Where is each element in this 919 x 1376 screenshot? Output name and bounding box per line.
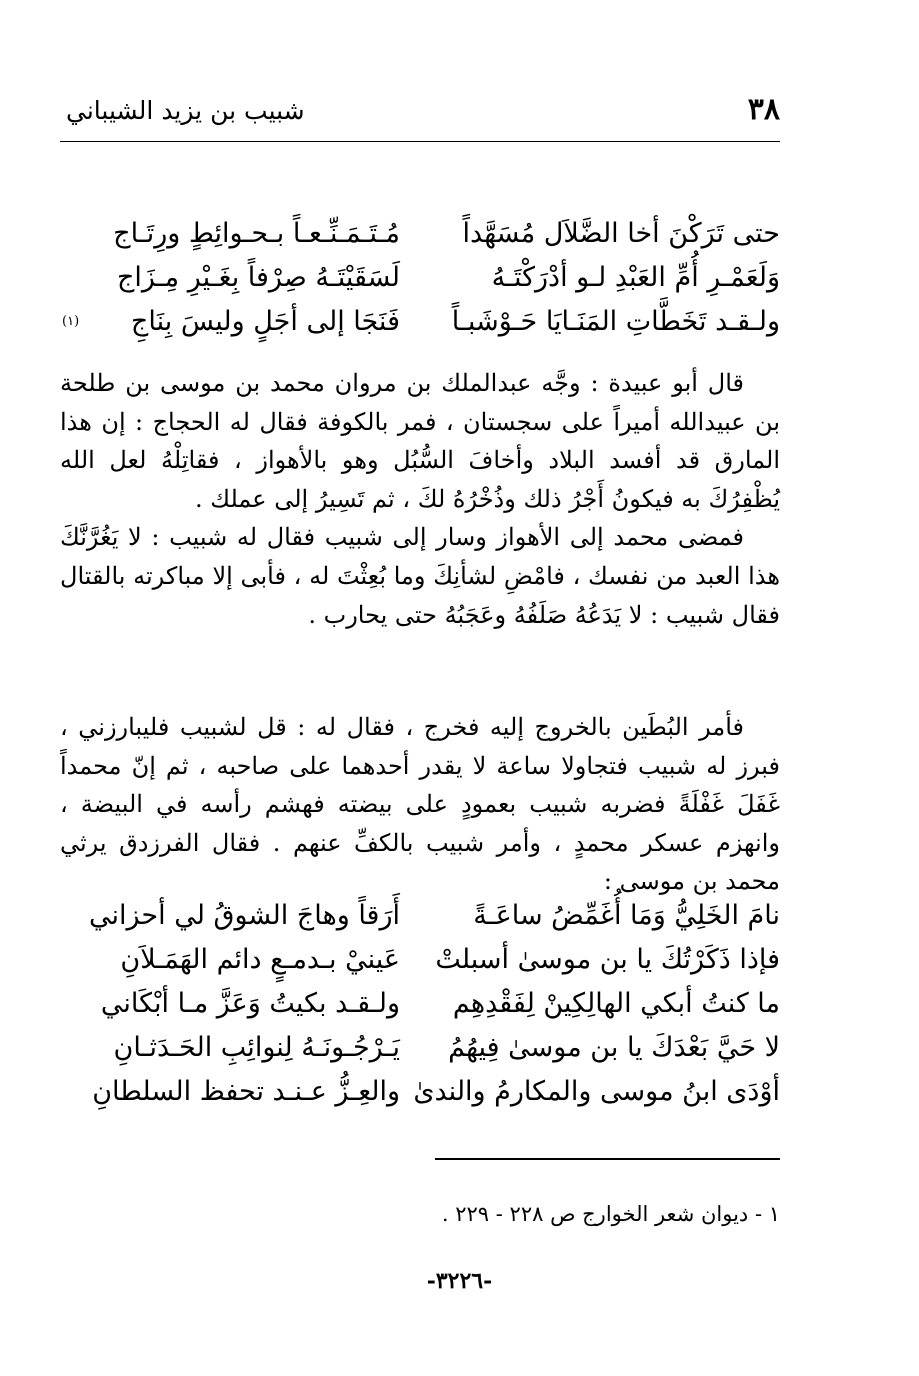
verse-second-hemistich: لَسَقَيْتَـهُ صِرْفاً بِغَـيْرِ مِـزَاج (116, 262, 400, 293)
running-title: شبيب بن يزيد الشيباني (66, 96, 305, 125)
verse-first-hemistich: ولـقـد تَخَطَّاتِ المَنَـايَا حَـوْشَبـاً (451, 306, 780, 337)
paragraph: فأمر البُطَين بالخروج إليه فخرج ، فقال له : قل لشبيب فليبارزني ، فبرز له شبيب فتجاولا ساعة لا يقدر أحدهما على صاحبه ، ثم إنّ محمداً غَفَلَ غَفْلَةً فضربه شبيب بعمودٍ على بيضته فهشم رأسه في البيضة ، وانهزم عسكر محمدٍ ، وأمر شبيب بالكفِّ عنهم . فقال الفرزدق يرثي محمد بن موسى : (60, 713, 780, 896)
verse-second-hemistich: عَينيْ بـدمـعٍ دائم الهَمَـلاَنِ (120, 944, 400, 975)
footnote: ١ - ديوان شعر الخوارج ص ٢٢٨ - ٢٢٩ . (441, 1202, 780, 1226)
verse-first-hemistich: وَلَعَمْـرِ أُمِّ العَبْدِ لـو أدْرَكْتَـهُ (491, 262, 780, 293)
verse-second-hemistich: يَـرْجُـونَـهُ لِنوائِبِ الحَـدَثـانِ (113, 1032, 400, 1063)
verse-first-hemistich: أوْدَى ابنُ موسى والمكارمُ والندىٰ (413, 1076, 780, 1107)
prose-block-2 (60, 708, 780, 901)
verse-line (60, 982, 780, 1026)
verse-second-hemistich: أَرَقاً وهاجَ الشوقُ لي أحزاني (89, 900, 400, 931)
verse-line (60, 300, 780, 344)
verse-second-hemistich (60, 300, 400, 344)
verse-second-hemistich: ولـقـد بكيتُ وَعَزَّ مـا أبْكَاني (100, 988, 400, 1019)
verse-line (60, 212, 780, 256)
footnote-marker: (١) (62, 314, 80, 329)
verse-line (60, 1070, 780, 1114)
verse-first-hemistich: حتى تَرَكْنَ أخا الضَّلاَل مُسَهَّداً (462, 218, 780, 249)
paragraph: قال أبو عبيدة : وجَّه عبدالملك بن مروان محمد بن موسى بن طلحة بن عبيدالله أميراً على سجستان ، فمر بالكوفة فقال له الحجاج : إن هذا المارق قد أفسد البلاد وأخافَ السُّبُل وهو بالأهواز ، فقاتِلْهُ لعل الله يُظْفِرُكَ به فيكونُ أَجْرُ ذلك وذُخْرُهُ لكَ ، ثم تَسِيرُ إلى عملك . (60, 369, 780, 513)
verse-first-hemistich: لا حَيَّ بَعْدَكَ يا بن موسىٰ فِيهُمُ (448, 1032, 780, 1063)
verse-first-hemistich: ما كنتُ أبكي الهالِكِينْ لِفَقْدِهِم (452, 988, 780, 1019)
verse-line (60, 1026, 780, 1070)
footnote-rule (435, 1158, 780, 1160)
page-number: ٣٨ (747, 92, 780, 127)
verse-line (60, 256, 780, 300)
verse-second-hemistich: والعِـزُّ عـنـد تحفظ السلطانِ (92, 1076, 400, 1107)
verse-first-hemistich: فإذا ذَكَرْتُكَ يا بن موسىٰ أسبلتْ (435, 944, 780, 975)
poem-block-1 (60, 212, 780, 344)
verse-line (60, 894, 780, 938)
header-rule (60, 141, 780, 142)
verse-first-hemistich: نامَ الخَلِيُّ وَمَا أُغَمِّضُ ساعَـةً (473, 900, 780, 931)
prose-block-1 (60, 364, 780, 634)
paragraph: فمضى محمد إلى الأهواز وسار إلى شبيب فقال له شبيب : لا يَغُرَّنَّكَ هذا العبد من نفسك ، فامْضِ لشأنِكَ وما بُعِثْتَ له ، فأبى إلا مباكرته بالقتال فقال شبيب : لا يَدَعُهُ صَلَفُهُ وعَجَبُهُ حتى يحارب . (60, 523, 780, 629)
verse-line (60, 938, 780, 982)
poem-block-2 (60, 894, 780, 1114)
page-header (60, 92, 780, 136)
folio-number: -٣٢٢٦- (426, 1268, 493, 1294)
verse-second-hemistich-text: فَنَجَا إلى أجَلٍ وليسَ بِنَاجِ (130, 306, 400, 337)
verse-second-hemistich: مُـتَـمَـنِّـعـاً بـحـوائِطٍ ورِتَـاج (113, 218, 400, 249)
